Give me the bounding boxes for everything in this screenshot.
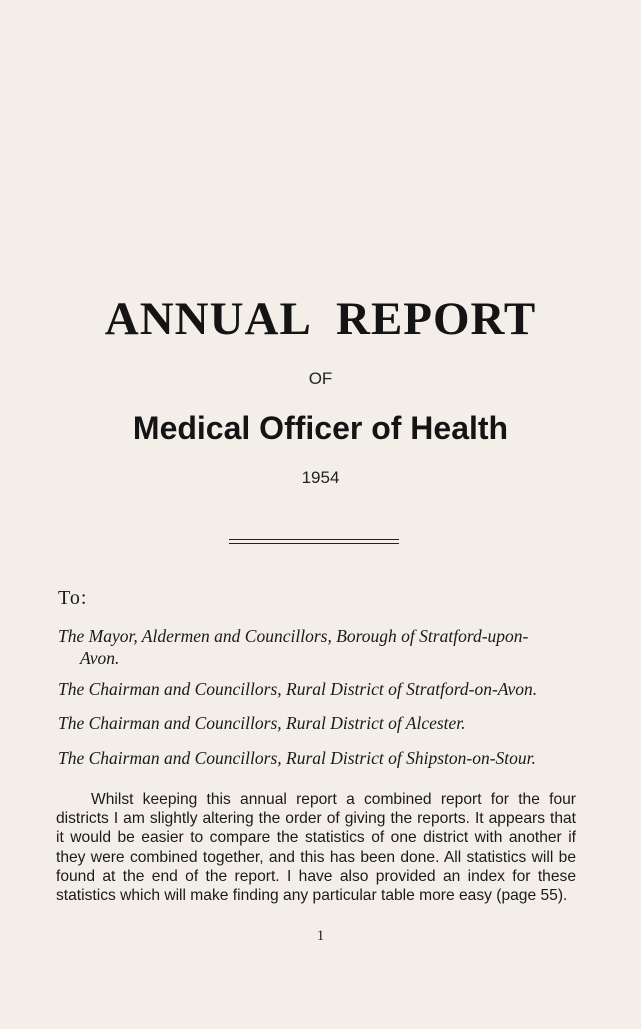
addressee-line-continued: Avon. bbox=[80, 648, 120, 668]
divider-rule-top bbox=[229, 539, 399, 540]
addressee-line: The Mayor, Aldermen and Councillors, Borough of Stratford-upon- bbox=[58, 626, 529, 646]
addressee-line: The Chairman and Councillors, Rural District of Stratford-on-Avon. bbox=[58, 679, 538, 699]
divider-rule-bottom bbox=[229, 543, 399, 544]
addressee-stratford-borough bbox=[58, 625, 583, 669]
page-number: 1 bbox=[316, 928, 325, 944]
report-title: ANNUAL REPORT bbox=[104, 293, 537, 345]
report-title-of: OF bbox=[308, 369, 333, 388]
salutation: To: bbox=[58, 587, 88, 609]
addressee-shipston-rural bbox=[58, 747, 583, 769]
body-paragraph: Whilst keeping this annual report a combined report for the four districts I am slightly altering the order of giving the reports. It appears that it would be easier to compare the statistics of one district with another if they were combined together, and this has been done. All statistics will be found at the end of the report. I have also provided an index for these statistics which will make finding any particular table more easy (page 55). bbox=[56, 791, 576, 905]
report-subtitle: Medical Officer of Health bbox=[132, 410, 509, 446]
addressee-alcester-rural bbox=[58, 712, 583, 734]
addressee-stratford-rural bbox=[58, 678, 583, 700]
addressee-line: The Chairman and Councillors, Rural District of Shipston-on-Stour. bbox=[58, 748, 536, 768]
addressee-line: The Chairman and Councillors, Rural District of Alcester. bbox=[58, 713, 466, 733]
report-year: 1954 bbox=[301, 468, 340, 487]
